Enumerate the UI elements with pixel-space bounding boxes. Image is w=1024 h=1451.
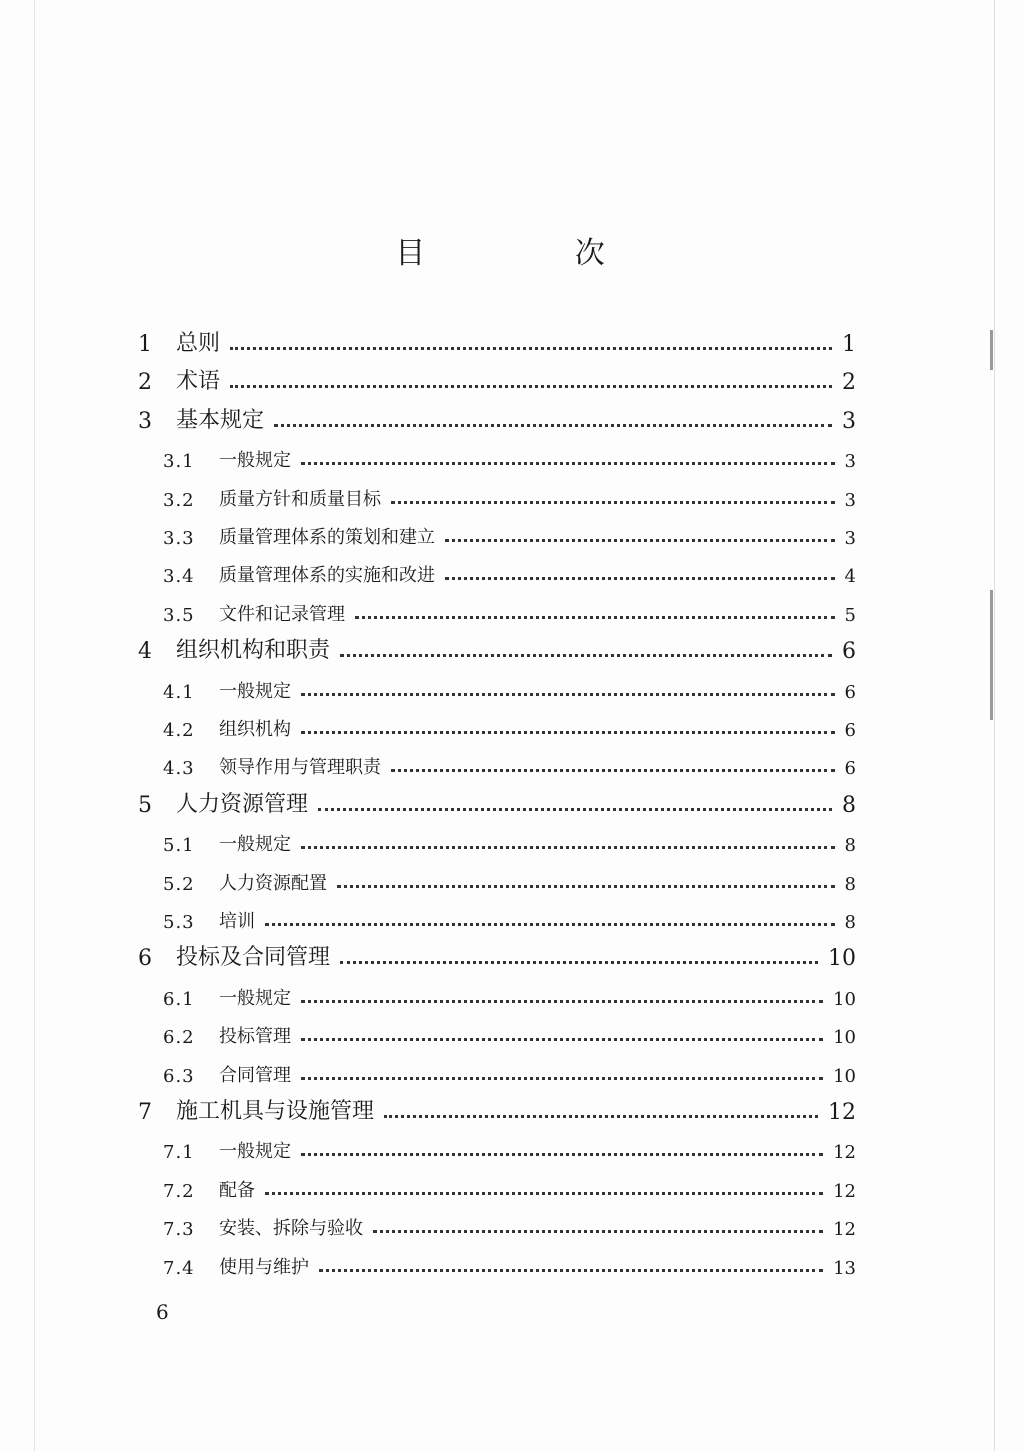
toc-entry-title: 领导作用与管理职责 (219, 757, 381, 779)
toc-entry-title: 投标及合同管理 (176, 945, 331, 971)
toc-entry-title: 基本规定 (176, 407, 265, 433)
dot-leader (391, 501, 835, 504)
toc-entry-title: 一般规定 (219, 450, 291, 472)
toc-entry-title: 质量方针和质量目标 (219, 488, 381, 510)
toc-entry-page: 3 (844, 451, 856, 473)
toc-entry-number: 7.4 (163, 1257, 195, 1279)
toc-entry-page: 10 (833, 1065, 856, 1087)
toc-entry-page: 1 (842, 332, 856, 357)
toc-entry-page: 3 (842, 408, 856, 434)
toc-entry-page: 10 (833, 988, 856, 1010)
toc-entry-page: 3 (844, 528, 856, 549)
toc-entry-page: 6 (844, 681, 856, 703)
toc-entry-title: 术语 (176, 369, 221, 395)
toc-entry-page: 3 (844, 489, 856, 511)
toc-section-entry[interactable] (163, 481, 856, 511)
toc-entry-title: 人力资源配置 (219, 872, 327, 894)
toc-entry-number: 3.5 (163, 604, 195, 626)
toc-section-entry[interactable] (163, 557, 856, 587)
toc-entry-page: 8 (844, 873, 856, 895)
toc-entry-number: 4.3 (163, 758, 195, 780)
toc-section-entry[interactable] (163, 1210, 856, 1240)
toc-section-entry[interactable] (163, 903, 856, 933)
toc-entry-page: 10 (828, 946, 856, 972)
toc-entry-page: 12 (828, 1100, 856, 1125)
toc-section-entry[interactable] (163, 519, 856, 549)
toc-entry-page: 12 (833, 1219, 856, 1241)
toc-section-entry[interactable] (163, 1018, 856, 1048)
toc-entry-page: 8 (842, 792, 856, 818)
toc-chapter-entry[interactable] (138, 634, 856, 664)
toc-entry-title: 配备 (219, 1179, 255, 1201)
toc-section-entry[interactable] (163, 1172, 856, 1202)
toc-entry-number: 3 (138, 408, 152, 434)
toc-entry-number: 3.3 (163, 528, 195, 549)
dot-leader (265, 1192, 823, 1195)
toc-entry-title: 质量管理体系的实施和改进 (219, 565, 435, 587)
dot-leader (391, 769, 835, 772)
toc-entry-number: 5.1 (163, 835, 195, 857)
toc-chapter-entry[interactable] (138, 365, 856, 395)
toc-entry-number: 5 (138, 792, 152, 818)
toc-entry-number: 3.1 (163, 451, 195, 473)
page-number: 6 (156, 1300, 169, 1324)
toc-entry-number: 7.2 (163, 1180, 195, 1202)
toc-entry-number: 4 (138, 639, 152, 665)
toc-entry-number: 6.1 (163, 988, 195, 1010)
toc-entry-title: 投标管理 (219, 1026, 291, 1048)
toc-section-entry[interactable] (163, 1249, 856, 1279)
dot-leader (445, 539, 835, 542)
toc-section-entry[interactable] (163, 865, 856, 895)
dot-leader (301, 693, 835, 696)
scan-mark (990, 590, 993, 720)
dot-leader (318, 808, 832, 811)
toc-chapter-entry[interactable] (138, 404, 856, 434)
toc-entry-number: 7 (138, 1100, 152, 1125)
toc-entry-page: 5 (844, 604, 856, 626)
toc-entry-title: 安装、拆除与验收 (219, 1218, 363, 1240)
toc-section-entry[interactable] (163, 980, 856, 1010)
toc-entry-title: 人力资源管理 (176, 791, 309, 817)
toc-chapter-entry[interactable] (138, 941, 856, 971)
toc-entry-title: 一般规定 (219, 987, 291, 1009)
toc-chapter-entry[interactable] (138, 788, 856, 818)
toc-title: 目 次 (395, 236, 675, 271)
toc-entry-page: 8 (844, 835, 856, 857)
toc-entry-number: 7.1 (163, 1142, 195, 1164)
toc-section-entry[interactable] (163, 673, 856, 703)
toc-entry-page: 10 (833, 1027, 856, 1049)
toc-chapter-entry[interactable] (138, 327, 856, 357)
toc-entry-number: 3.4 (163, 566, 195, 588)
toc-entry-number: 6.2 (163, 1027, 195, 1049)
toc-entry-title: 一般规定 (219, 1141, 291, 1163)
dot-leader (230, 347, 832, 350)
dot-leader (319, 1269, 823, 1272)
dot-leader (301, 462, 835, 465)
toc-entry-title: 一般规定 (219, 834, 291, 856)
dot-leader (301, 731, 835, 734)
dot-leader (301, 1077, 823, 1080)
toc-section-entry[interactable] (163, 442, 856, 472)
dot-leader (274, 424, 832, 427)
dot-leader (301, 846, 835, 849)
toc-entry-title: 使用与维护 (219, 1256, 309, 1278)
toc-section-entry[interactable] (163, 711, 856, 741)
toc-entry-page: 12 (833, 1180, 856, 1202)
scan-edge-right (994, 0, 995, 1451)
dot-leader (265, 923, 835, 926)
dot-leader (337, 885, 835, 888)
dot-leader (301, 1000, 823, 1003)
toc-entry-page: 6 (844, 720, 856, 741)
scan-mark (990, 330, 993, 370)
toc-entry-page: 2 (842, 370, 856, 396)
toc-section-entry[interactable] (163, 749, 856, 779)
toc-entry-number: 7.3 (163, 1219, 195, 1241)
dot-leader (301, 1153, 823, 1156)
toc-entry-title: 合同管理 (219, 1064, 291, 1086)
toc-entry-number: 1 (138, 332, 152, 357)
toc-entry-page: 12 (833, 1142, 856, 1164)
toc-section-entry[interactable] (163, 1133, 856, 1163)
toc-entry-title: 施工机具与设施管理 (176, 1099, 375, 1124)
dot-leader (301, 1038, 823, 1041)
toc-entry-number: 2 (138, 370, 152, 396)
dot-leader (445, 577, 835, 580)
toc-entry-title: 质量管理体系的策划和建立 (219, 527, 435, 548)
toc-entry-page: 4 (844, 566, 856, 588)
toc-entry-number: 5.2 (163, 873, 195, 895)
toc-entry-number: 4.1 (163, 681, 195, 703)
toc-entry-title: 文件和记录管理 (219, 603, 345, 625)
toc-entry-page: 6 (844, 758, 856, 780)
dot-leader (373, 1230, 823, 1233)
toc-entry-number: 5.3 (163, 912, 195, 933)
scan-edge-left (34, 0, 35, 1451)
toc-section-entry[interactable] (163, 826, 856, 856)
dot-leader (230, 385, 832, 388)
dot-leader (384, 1115, 818, 1118)
toc-entry-page: 8 (844, 912, 856, 933)
toc-entry-page: 13 (833, 1257, 856, 1279)
toc-section-entry[interactable] (163, 596, 856, 626)
toc-entry-number: 6 (138, 946, 152, 972)
toc-entry-title: 一般规定 (219, 680, 291, 702)
toc-chapter-entry[interactable] (138, 1095, 856, 1125)
dot-leader (340, 654, 832, 657)
toc-entry-number: 3.2 (163, 489, 195, 511)
toc-entry-title: 总则 (176, 331, 221, 356)
dot-leader (355, 616, 835, 619)
toc-entry-title: 组织机构和职责 (176, 638, 331, 664)
toc-entry-number: 6.3 (163, 1065, 195, 1087)
toc-entry-page: 6 (842, 639, 856, 665)
toc-section-entry[interactable] (163, 1057, 856, 1087)
toc-entry-title: 培训 (219, 911, 255, 932)
toc-entry-number: 4.2 (163, 720, 195, 741)
dot-leader (340, 961, 818, 964)
toc-entry-title: 组织机构 (219, 719, 291, 740)
